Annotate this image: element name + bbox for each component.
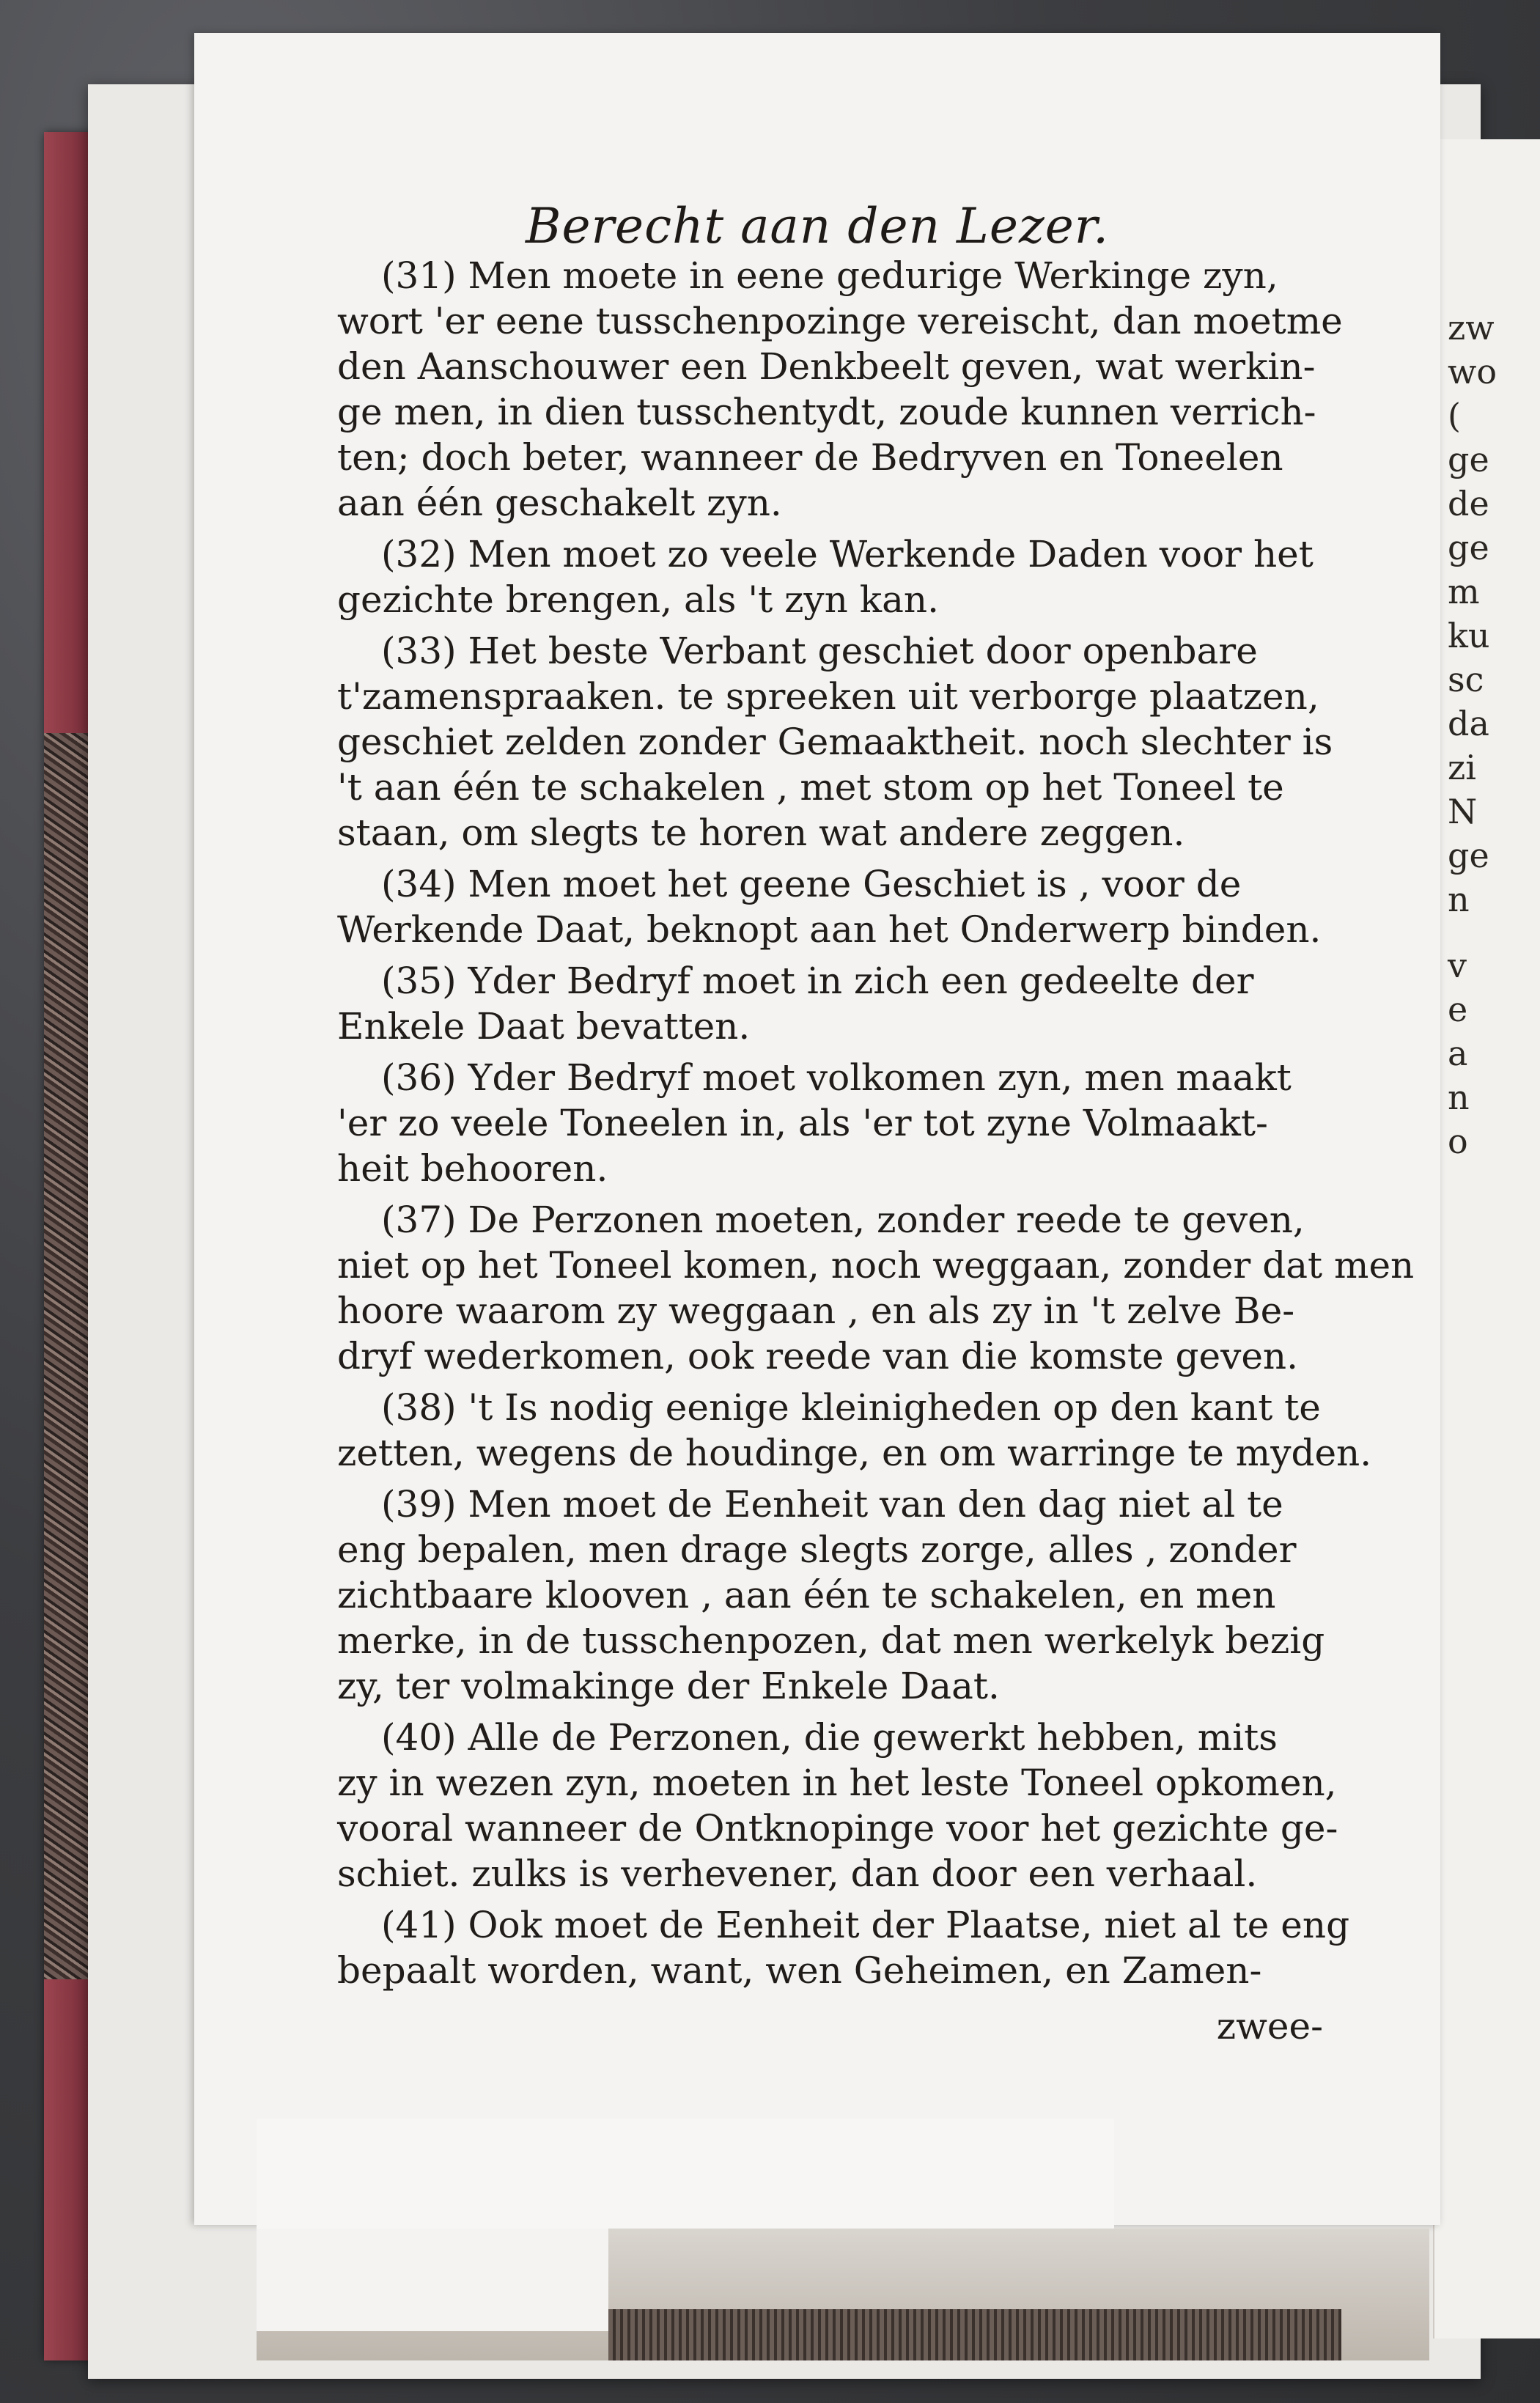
cover-bottom-edge — [608, 2309, 1341, 2360]
article-32 — [337, 531, 1356, 622]
facing-fragment: sc — [1448, 660, 1484, 699]
text-line: dryf wederkomen, ook reede van die komste geven. — [337, 1335, 1299, 1377]
text-line: aan één geschakelt zyn. — [337, 482, 782, 524]
text-line: vooral wanneer de Ontknopinge voor het gezichte ge- — [337, 1807, 1338, 1850]
redaction-block — [257, 2119, 1114, 2229]
text-line: (38) 't Is nodig eenige kleinigheden op den kant te — [381, 1386, 1321, 1429]
article-40 — [337, 1715, 1356, 1896]
facing-fragment: m — [1448, 572, 1480, 611]
facing-fragment: o — [1448, 1122, 1468, 1161]
catchword: zwee- — [1216, 2005, 1323, 2047]
text-line: ten; doch beter, wanneer de Bedryven en Toneelen — [337, 436, 1283, 479]
facing-fragment: N — [1448, 792, 1478, 831]
facing-fragment: n — [1448, 1078, 1470, 1117]
text-line: (39) Men moet de Eenheit van den dag niet al te — [381, 1483, 1283, 1526]
facing-fragment: ge — [1448, 836, 1489, 875]
facing-fragment: ( — [1448, 396, 1461, 435]
text-line: den Aanschouwer een Denkbeelt geven, wat werkin- — [337, 345, 1316, 388]
article-31 — [337, 253, 1356, 526]
text-line: merke, in de tusschenpozen, dat men werkelyk bezig — [337, 1619, 1325, 1662]
text-line: 'er zo veele Toneelen in, als 'er tot zyne Volmaakt- — [337, 1102, 1268, 1144]
facing-fragment: wo — [1448, 352, 1497, 391]
article-33 — [337, 628, 1356, 855]
article-37 — [337, 1197, 1415, 1379]
article-41 — [337, 1902, 1356, 1993]
text-line: t'zamenspraaken. te spreeken uit verborge plaatzen, — [337, 675, 1319, 718]
facing-fragment: ge — [1448, 528, 1489, 567]
text-line: eng bepalen, men drage slegts zorge, alles , zonder — [337, 1528, 1297, 1571]
text-line: Enkele Daat bevatten. — [337, 1005, 751, 1048]
article-38 — [337, 1385, 1372, 1476]
text-line: (33) Het beste Verbant geschiet door openbare — [381, 630, 1258, 672]
text-line: ge men, in dien tusschentydt, zoude kunnen verrich- — [337, 391, 1316, 433]
text-line: (41) Ook moet de Eenheit der Plaatse, niet al te eng — [381, 1904, 1350, 1946]
text-line: zetten, wegens de houdinge, en om warringe te myden. — [337, 1432, 1372, 1474]
facing-fragment: de — [1448, 484, 1489, 523]
redaction-block-lower — [257, 2229, 608, 2331]
facing-fragment: e — [1448, 990, 1468, 1029]
cover-red-edge-top — [44, 132, 88, 733]
text-line: bepaalt worden, want, wen Geheimen, en Zamen- — [337, 1949, 1262, 1992]
book-page — [194, 33, 1440, 2225]
text-line: (31) Men moete in eene gedurige Werkinge zyn, — [381, 254, 1278, 297]
facing-fragment: v — [1448, 946, 1467, 985]
facing-fragment: n — [1448, 880, 1470, 919]
text-line: Werkende Daat, beknopt aan het Onderwerp binden. — [337, 908, 1322, 951]
text-line: staan, om slegts te horen wat andere zeggen. — [337, 812, 1185, 854]
text-line: wort 'er eene tusschenpozinge vereischt, dan moetme — [337, 300, 1343, 342]
text-line: zy in wezen zyn, moeten in het leste Toneel opkomen, — [337, 1762, 1337, 1804]
text-line: (32) Men moet zo veele Werkende Daden voor het — [381, 533, 1314, 575]
facing-fragment: zi — [1448, 748, 1476, 787]
text-line: hoore waarom zy weggaan , en als zy in 't zelve Be- — [337, 1289, 1295, 1332]
article-34 — [337, 861, 1356, 952]
facing-fragment: da — [1448, 704, 1489, 743]
text-line: schiet. zulks is verhevener, dan door een verhaal. — [337, 1852, 1258, 1895]
text-line: (35) Yder Bedryf moet in zich een gedeelte der — [381, 960, 1254, 1002]
text-line: (36) Yder Bedryf moet volkomen zyn, men maakt — [381, 1056, 1292, 1099]
facing-fragment: zw — [1448, 308, 1495, 347]
facing-fragment: a — [1448, 1034, 1468, 1073]
text-line: zichtbaare klooven , aan één te schakelen, en men — [337, 1574, 1276, 1616]
text-line: zy, ter volmakinge der Enkele Daat. — [337, 1665, 1000, 1707]
cover-red-edge-bottom — [44, 1979, 88, 2360]
facing-page — [1433, 139, 1540, 2338]
text-line: geschiet zelden zonder Gemaaktheit. noch slechter is — [337, 721, 1333, 763]
text-line: 't aan één te schakelen , met stom op het Toneel te — [337, 766, 1284, 809]
text-line: niet op het Toneel komen, noch weggaan, zonder dat men — [337, 1244, 1415, 1287]
text-line: heit behooren. — [337, 1147, 608, 1190]
text-line: gezichte brengen, als 't zyn kan. — [337, 578, 939, 621]
facing-fragment: ku — [1448, 616, 1490, 655]
article-35 — [337, 958, 1356, 1049]
text-line: (40) Alle de Perzonen, die gewerkt hebben, mits — [381, 1716, 1278, 1759]
facing-fragment: ge — [1448, 440, 1489, 479]
article-39 — [337, 1482, 1356, 1709]
article-36 — [337, 1055, 1356, 1191]
page-body — [337, 253, 1415, 1999]
text-line: (37) De Perzonen moeten, zonder reede te geven, — [381, 1199, 1305, 1241]
running-header: Berecht aan den Lezer. — [525, 198, 1110, 254]
text-line: (34) Men moet het geene Geschiet is , voor de — [381, 863, 1242, 905]
